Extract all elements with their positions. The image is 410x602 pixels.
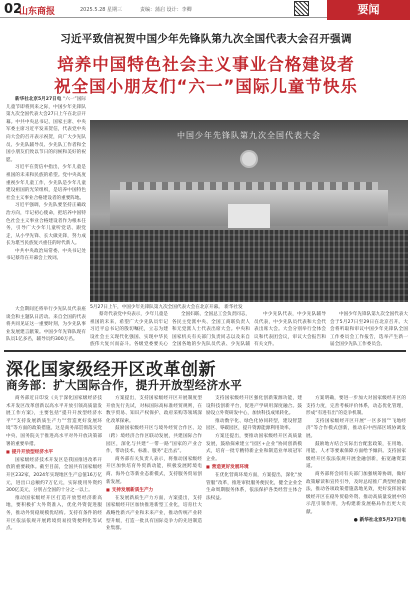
story2-headline: 深化国家级经开区改革创新 [6,360,216,380]
byline: ● 新华社北京5月27日电 [354,518,406,523]
qr-code-icon [294,1,309,16]
paragraph: 全国妇联、全国总工会负责同志，各民主党派中央、全国工商联负责人和无党派人士代表出席大会。中央和国家机关有关部门负责同志以及来自全国各地的少先队员代表、少先队辅 [172,312,250,347]
story2-subheadline: 商务部：扩大国际合作，提升开放型经济水平 [6,378,242,392]
story1-headline-line2: 祝全国小朋友们“六一”国际儿童节快乐 [54,77,358,96]
paragraph: 鼓励地方结合实际出台配套政策，在用地、用能、人才等要素保障方面给予倾斜。支持国家级经开区依法依规开展金融创新，拓宽融资渠道。 [306,441,406,470]
editor-credits: 责编：蒲启 设计：李卿 [140,7,192,13]
paragraph: 中国少年先锋队第九次全国代表大会于5月27日至29日在北京召开。大会将听取和审议中国少年先锋队全国工作委员会工作报告，选举产生新一届全国少先队工作委员会。 [330,312,408,347]
paragraph: “六一”国际儿童节即将到来之际，中国少年先锋队第九次全国代表大会27日上午在北京开幕。中共中央总书记、国家主席、中央军委主席习近平发来贺信，代表党中央向大会的召开表示祝贺，向广大少先队员、少先队辅导员、少先队工作者和全国小朋友们致以节日的问候和美好的祝愿。 [6,97,86,163]
audience-rows [90,230,408,302]
paragraph: 在发展新质生产力方面，方案提出，支持国家级经开区加快推进新型工业化，培育壮大战略性新兴产业和未来产业，推动传统产业转型升级，打造一批具有国际竞争力的先进制造业集群。 [106,495,202,532]
story1-column-3 [172,311,250,347]
story1-column-1 [6,96,86,304]
section-tag: 要闻 [327,0,410,20]
paragraph: 鼓励国家级经开区与境外经贸合作区、边（跨）境经济合作区联动发展，共建国际合作园区，深化与共建“一带一路”国家的产业合作，带动技术、标准、服务“走出去”。 [106,426,202,455]
story2-column-4 [306,395,406,598]
paragraph: 方案明确，要进一步加大对国家级经开区的支持力度，完善考核评价体系，动态优化管理，形成“有进有出”的竞争机制。 [306,396,406,417]
page-number: 02 [4,2,23,17]
paragraph: 方案还提出，要推动国家级经开区高质量发展，鼓励探索建立“园区+企业”协同创新模式，培育一批专精特新企业和制造业单项冠军企业。 [206,433,302,462]
paragraph: 商务部近日印发《关于深化国家级经济技术开发区改革创新以高水平开放引领高质量发展工作方案》，主要包括“提升开放型经济水平”“支持发展新质生产力”“营造更好发展环境”等方面的政策措施。这是商务部贯彻落实党中央、国务院关于推进高水平对外开放决策部署的重要举措。 [6,396,102,447]
paragraph: 在优化营商环境方面，方案提出，深化“放管服”改革，推进审批服务便民化，健全企业全生命周期服务体系，依法保护各类经营主体合法权益。 [206,472,302,501]
subhead-environment: ■ 营造更好发展环境 [206,463,302,472]
story1-column-1b [6,306,86,346]
paragraph: 推动数字化、绿色化协同转型，建设智慧园区、零碳园区，提升资源能源利用效率。 [206,418,302,432]
story2-column-1 [6,395,102,598]
newspaper-name: 山东商报 [19,7,56,17]
paragraph: 商务部将会同有关部门加强统筹协调，做好政策解读和宣传引导，及时总结推广典型经验做法，推动各项政策措施落地见效，更好发挥国家级经开区在稳外贸稳外资、推动高质量发展中的示范引领作用，为构建新发展格局作出更大贡献。 [306,471,406,515]
paragraph: 大会期间还将举行少先队员代表座谈会和主题队日活动。来自全国的代表将共同见证这一重要时刻，为少先队事业发展建言献策。中国少年先锋队现有队员1亿多名，辅导员约300万名。 [6,307,86,343]
paragraph: 习近平在贺信中指出，少年儿童是祖国的未来和民族的希望。党中央高度重视少年儿童工作，少先队是少年儿童建设祖国的光荣组织，是培养中国特色社会主义事业合格建设者的重要阵地。 [6,165,86,201]
podium [228,204,270,228]
section-divider [4,350,406,352]
story1-headline-line1: 培养中国特色社会主义事业合格建设者 [57,55,355,74]
paragraph: 商务部有关负责人表示，将推动国家级经开区加快培育外贸新动能，积极发展跨境电商、海外仓等新业态新模式，支持服务贸易创新发展。 [106,456,202,485]
paragraph: 方案提出，支持国家级经开区开展制度型开放先行先试，对标国际高标准经贸规则，在数字贸易、知识产权保护、政府采购等领域深化改革探索。 [106,396,202,424]
story1-column-4 [254,311,326,347]
congress-photo [90,120,408,302]
paragraph: 国家级经济技术开发区是我国推进改革开放的重要载体。截至目前，全国共有国家级经开区232家，2024年实现地区生产总值16万亿元，进出口总额约7万亿元，实际使用外资约300亿美元，分别占全国的十分之一以上。 [6,457,102,494]
emblem-icon [240,150,258,168]
story2-column-2 [106,395,202,598]
issue-date: 2025.5.28 星期三 [80,7,123,13]
subhead-open-economy: ■ 提升开放型经济水平 [6,448,102,457]
story1-kicker: 习近平致信祝贺中国少年先锋队第九次全国代表大会召开强调 [60,33,352,45]
paragraph: 中共中央政治局常委、中央书记处书记蔡奇在开幕会上致词。 [6,248,86,262]
subhead-new-productivity: ■ 支持发展新质生产力 [106,486,202,495]
story1-column-5 [330,311,408,347]
paragraph: 习近平强调，少先队要坚持正确政治方向，牢记初心使命，把培养中国特色社会主义事业合格建设者作为根本任务，引导广大少年儿童听党话、跟党走，从小学先锋、长大做先锋，努力成长为堪当民族复兴重任的时代新人。 [6,203,86,247]
paragraph: 支持国家级经开区强化创新策源功能，建设科技创新平台，促进产学研用深度融合。鼓励设立外资研发中心，加快科技成果转化。 [206,396,302,417]
story1-column-2 [90,311,168,347]
paragraph: 蔡奇代表党中央表示，少年儿童是祖国的未来，希望广大少先队员牢记习近平总书记的殷切嘱托，立志为建设社会主义现代化强国、实现中华民族伟大复兴而奋斗。各级党委要关心 [90,312,168,347]
photo-banner-text: 中国少年先锋队第九次全国代表大会 [177,131,321,140]
story2-column-3 [206,395,302,598]
paragraph: 支持国家级经开区开展“一区多园”“飞地经济”等合作模式创新，推动东中西部区域协调发展。 [306,418,406,439]
paragraph: 推动国家级经开区打造开放型经济新高地，要积极扩大外资准入，优化外资促进服务，推动外贸稳规模优结构。支持有条件的经开区依法依规开展跨境贸易投资便利化等试点。 [6,495,102,532]
dateline: 新华社北京5月27日电 [15,97,62,102]
photo-caption: 5月27日上午，中国少年先锋队第九次全国代表大会在北京开幕。 新华社发 [90,305,243,310]
paragraph: 中少先队代表，中少先队辅导员代表，中少先队员代表和大会代表出席大会。大会分别举行全体会议和代表团会议，审议大会报告和有关文件。 [254,312,326,347]
